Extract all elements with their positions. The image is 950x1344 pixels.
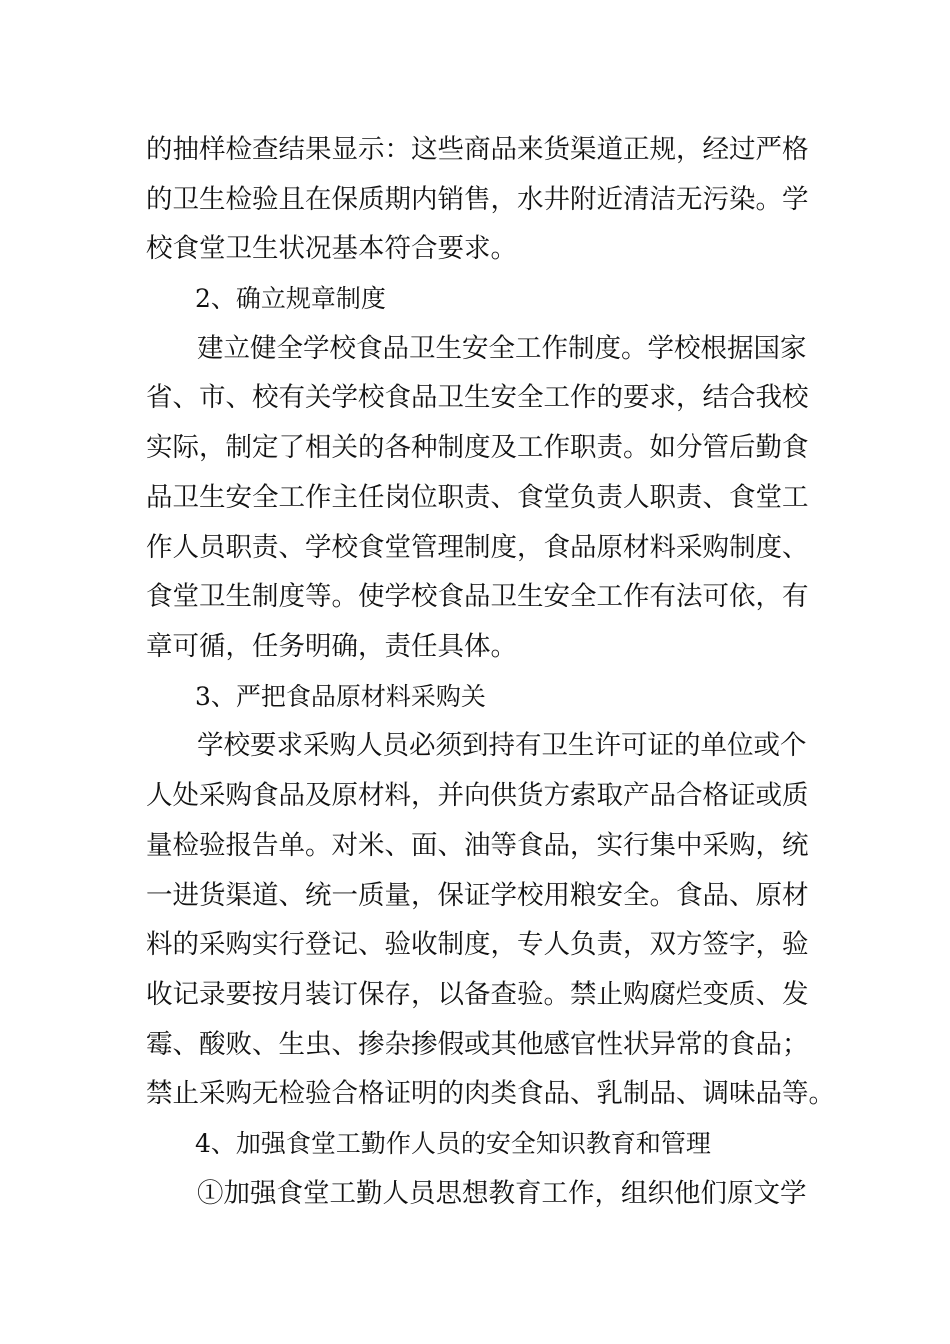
body-text-line: 省、市、校有关学校食品卫生安全工作的要求，结合我校 — [146, 382, 809, 413]
body-text-line: 一进货渠道、统一质量，保证学校用粮安全。食品、原材 — [146, 880, 809, 911]
body-text-line: 霉、酸败、生虫、掺杂掺假或其他感官性状异常的食品； — [146, 1029, 809, 1060]
paragraph-first-line: ①加强食堂工勤人员思想教育工作，组织他们原文学 — [197, 1178, 807, 1209]
body-text-line: 校食堂卫生状况基本符合要求。 — [146, 233, 517, 264]
body-text-line: 章可循，任务明确，责任具体。 — [146, 631, 517, 662]
section-heading: 3、严把食品原材料采购关 — [195, 682, 486, 711]
body-text-line: 人处采购食品及原材料，并向供货方索取产品合格证或质 — [146, 780, 809, 811]
body-text-line: 料的采购实行登记、验收制度，专人负责，双方签字，验 — [146, 929, 809, 960]
body-text-line: 食堂卫生制度等。使学校食品卫生安全工作有法可依，有 — [146, 581, 809, 612]
section-heading: 4、加强食堂工勤作人员的安全知识教育和管理 — [195, 1129, 711, 1158]
body-text-line: 量检验报告单。对米、面、油等食品，实行集中采购，统 — [146, 830, 809, 861]
body-text-line: 的卫生检验且在保质期内销售，水井附近清洁无污染。学 — [146, 184, 809, 215]
body-text-line: 实际，制定了相关的各种制度及工作职责。如分管后勤食 — [146, 432, 809, 463]
section-heading: 2、确立规章制度 — [195, 284, 386, 313]
paragraph-first-line: 学校要求采购人员必须到持有卫生许可证的单位或个 — [197, 730, 807, 761]
body-text-line: 作人员职责、学校食堂管理制度，食品原材料采购制度、 — [146, 532, 809, 563]
body-text-line: 收记录要按月装订保存，以备查验。禁止购腐烂变质、发 — [146, 979, 809, 1010]
body-text-line: 品卫生安全工作主任岗位职责、食堂负责人职责、食堂工 — [146, 482, 809, 513]
body-text-line: 的抽样检查结果显示：这些商品来货渠道正规，经过严格 — [146, 134, 809, 165]
body-text-line: 禁止采购无检验合格证明的肉类食品、乳制品、调味品等。 — [146, 1078, 835, 1109]
paragraph-first-line: 建立健全学校食品卫生安全工作制度。学校根据国家 — [197, 333, 807, 364]
